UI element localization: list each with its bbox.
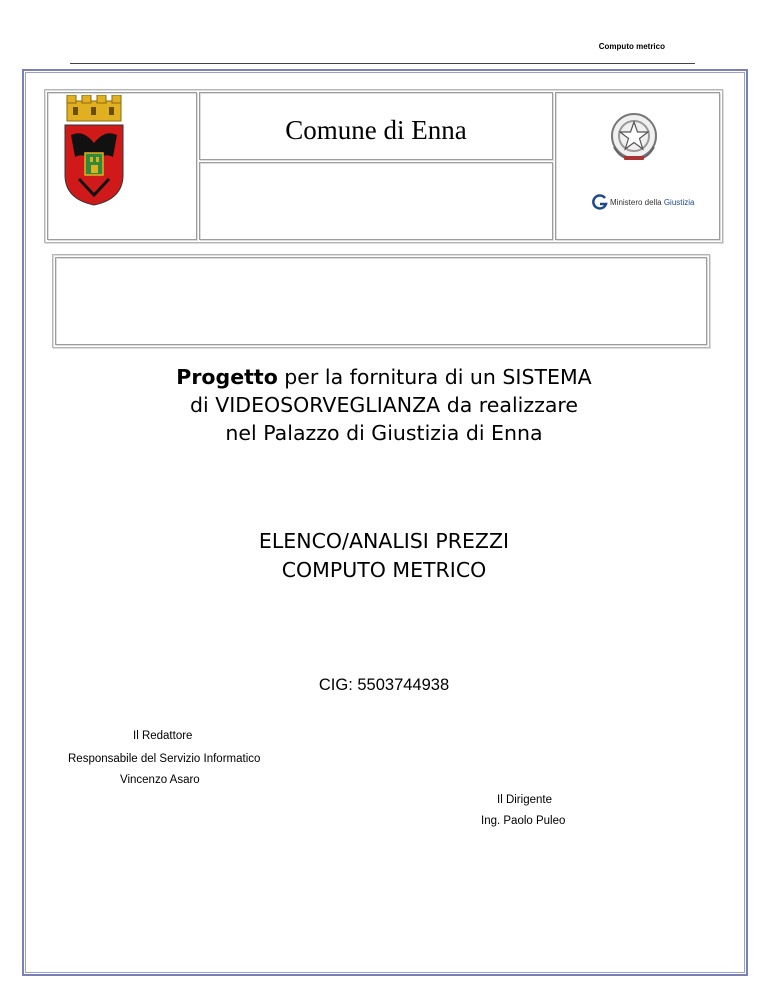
document-line2: COMPUTO METRICO [281, 558, 487, 582]
ministry-logo-text: Ministero della [610, 197, 664, 207]
project-line1: per la fornitura di un SISTEMA [277, 365, 592, 389]
redattore-name: Vincenzo Asaro [120, 774, 200, 786]
project-line3: nel Palazzo di Giustizia di Enna [225, 421, 543, 445]
dirigente-name: Ing. Paolo Puleo [481, 815, 566, 827]
ministry-logo-text-bold: Giustizia [663, 197, 695, 207]
redattore-title: Responsabile del Servizio Informatico [68, 753, 261, 765]
dirigente-role: Il Dirigente [497, 794, 552, 806]
header-rule [70, 63, 695, 64]
redattore-role: Il Redattore [133, 730, 193, 742]
cig-code: CIG: 5503744938 [318, 676, 450, 694]
project-bold-word: Progetto [176, 365, 278, 389]
empty-subtitle-cell [199, 162, 553, 240]
italian-republic-emblem-icon [608, 111, 660, 163]
document-list [80, 527, 688, 585]
ministry-g-icon [592, 194, 608, 210]
project-description [80, 363, 688, 447]
empty-box-inner [55, 257, 707, 345]
page-title: Comune di Enna [285, 115, 467, 145]
ministry-of-justice-logo [592, 194, 695, 210]
document-line1: ELENCO/ANALISI PREZZI [258, 529, 510, 553]
project-line2: di VIDEOSORVEGLIANZA da realizzare [189, 393, 579, 417]
running-header: Computo metrico [598, 42, 665, 51]
enna-coat-of-arms-icon [63, 95, 125, 207]
